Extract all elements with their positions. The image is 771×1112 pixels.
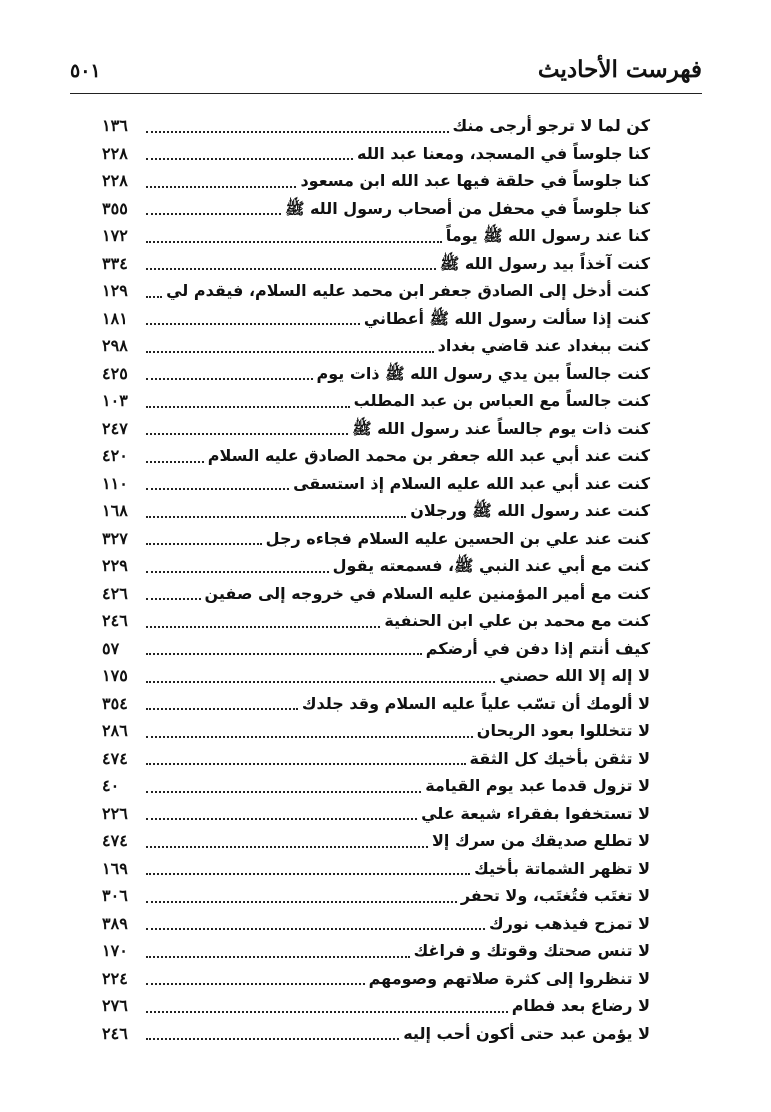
- dot-leader: [146, 543, 262, 545]
- hadith-index-list: [102, 112, 650, 1072]
- dot-leader: [146, 791, 421, 793]
- index-entry: [102, 717, 650, 745]
- dot-leader: [146, 296, 162, 298]
- index-entry: [102, 112, 650, 140]
- index-entry: [102, 965, 650, 993]
- dot-leader: [146, 983, 365, 985]
- entry-page-number: ٢٧٦: [102, 996, 128, 1015]
- entry-text: كنت مع أبي عند النبي ﷺ، فسمعته يقول: [332, 556, 650, 575]
- entry-text: كنا جلوساً في المسجد، ومعنا عبد الله: [357, 143, 650, 163]
- page-header: [70, 56, 702, 92]
- dot-leader: [146, 241, 442, 243]
- dot-leader: [146, 1011, 508, 1013]
- index-entry: [102, 690, 650, 718]
- entry-text: كنا جلوساً في حلقة فيها عبد الله ابن مسعود: [300, 171, 650, 190]
- dot-leader: [146, 571, 329, 573]
- index-entry: [102, 305, 650, 333]
- entry-text: كنت عند علي بن الحسين عليه السلام فجاءه رجل: [265, 528, 650, 548]
- entry-page-number: ٤٢٦: [102, 583, 128, 603]
- index-entry: [102, 167, 650, 195]
- entry-page-number: ٣٠٦: [102, 886, 128, 905]
- entry-page-number: ٥٧: [102, 638, 120, 658]
- entry-page-number: ١٦٨: [102, 501, 128, 520]
- entry-page-number: ٣٥٤: [102, 693, 128, 713]
- entry-page-number: ٢٨٦: [102, 721, 128, 740]
- dot-leader: [146, 1038, 399, 1040]
- entry-text: كنت أدخل إلى الصادق جعفر ابن محمد عليه السلام، فيقدم لي: [166, 281, 650, 300]
- entry-text: لا تتخللوا بعود الريحان: [476, 721, 650, 740]
- dot-leader: [146, 213, 281, 215]
- index-entry: [102, 827, 650, 855]
- entry-page-number: ٣٨٩: [102, 913, 128, 933]
- index-entry: [102, 470, 650, 498]
- entry-text: كن لما لا ترجو أرجى منك: [452, 116, 650, 135]
- entry-page-number: ١٨١: [102, 308, 128, 328]
- entry-page-number: ٤٧٤: [102, 831, 128, 850]
- dot-leader: [146, 708, 298, 710]
- entry-page-number: ٢٢٩: [102, 556, 128, 575]
- index-entry: [102, 745, 650, 773]
- index-entry: [102, 250, 650, 278]
- entry-text: لا تظهر الشماتة بأخيك: [474, 858, 650, 878]
- index-entry: [102, 415, 650, 443]
- entry-page-number: ٢٩٨: [102, 336, 128, 355]
- entry-text: كنت عند أبي عبد الله عليه السلام إذ استسقى: [293, 473, 650, 493]
- index-entry: [102, 800, 650, 828]
- entry-text: كنت عند أبي عبد الله جعفر بن محمد الصادق عليه السلام: [207, 446, 650, 465]
- entry-page-number: ١٧٥: [102, 666, 128, 685]
- dot-leader: [146, 406, 350, 408]
- entry-page-number: ٤٧٤: [102, 748, 128, 768]
- entry-page-number: ٢٢٨: [102, 171, 128, 190]
- entry-text: كنت آخذاً بيد رسول الله ﷺ: [439, 253, 650, 273]
- entry-page-number: ١٧٢: [102, 226, 128, 245]
- index-entry: [102, 552, 650, 580]
- entry-page-number: ٣٣٤: [102, 253, 128, 273]
- dot-leader: [146, 131, 449, 133]
- index-entry: [102, 662, 650, 690]
- dot-leader: [146, 736, 473, 738]
- entry-text: لا تثقن بأخيك كل الثقة: [469, 748, 650, 768]
- entry-page-number: ٣٥٥: [102, 198, 128, 218]
- dot-leader: [146, 653, 422, 655]
- entry-text: كنت مع محمد بن علي ابن الحنفية: [384, 611, 650, 630]
- entry-page-number: ٤٠: [102, 776, 120, 795]
- index-entry: [102, 882, 650, 910]
- entry-text: كيف أنتم إذا دفن في أرضكم: [425, 638, 650, 658]
- entry-page-number: ٤٢٥: [102, 363, 128, 383]
- dot-leader: [146, 516, 406, 518]
- index-entry: [102, 910, 650, 938]
- index-entry: [102, 1020, 650, 1048]
- entry-page-number: ٢٢٤: [102, 968, 128, 988]
- entry-page-number: ٢٢٨: [102, 143, 128, 163]
- entry-page-number: ١٧٠: [102, 941, 128, 960]
- index-entry: [102, 222, 650, 250]
- dot-leader: [146, 186, 296, 188]
- dot-leader: [146, 873, 470, 875]
- index-entry: [102, 360, 650, 388]
- index-entry: [102, 140, 650, 168]
- dot-leader: [146, 956, 410, 958]
- dot-leader: [146, 351, 434, 353]
- entry-page-number: ٣٢٧: [102, 528, 128, 548]
- entry-text: لا تطلع صديقك من سرك إلا: [432, 831, 650, 850]
- dot-leader: [146, 158, 353, 160]
- entry-text: كنت جالساً مع العباس بن عبد المطلب: [353, 391, 650, 410]
- dot-leader: [146, 598, 201, 600]
- dot-leader: [146, 323, 360, 325]
- page-title: فهرست الأحاديث: [537, 56, 702, 83]
- dot-leader: [146, 433, 348, 435]
- index-entry: [102, 635, 650, 663]
- entry-text: لا يؤمن عبد حتى أكون أحب إليه: [403, 1023, 650, 1043]
- index-entry: [102, 442, 650, 470]
- entry-text: كنا جلوساً في محفل من أصحاب رسول الله ﷺ: [285, 198, 650, 218]
- entry-text: كنت إذا سألت رسول الله ﷺ أعطاني: [363, 308, 650, 328]
- entry-text: لا إله إلا الله حصني: [499, 666, 650, 685]
- entry-page-number: ٢٢٦: [102, 803, 128, 823]
- dot-leader: [146, 626, 380, 628]
- entry-text: لا تنظروا إلى كثرة صلاتهم وصومهم: [368, 968, 650, 988]
- entry-text: لا تستخفوا بفقراء شيعة علي: [421, 803, 650, 823]
- entry-text: كنت ذات يوم جالساً عند رسول الله ﷺ: [352, 418, 650, 438]
- dot-leader: [146, 763, 466, 765]
- entry-page-number: ٢٤٦: [102, 611, 128, 630]
- index-entry: [102, 580, 650, 608]
- entry-text: لا تغتَب فتُغتَب، ولا تحفر: [460, 886, 650, 905]
- entry-page-number: ٤٢٠: [102, 446, 128, 465]
- index-entry: [102, 772, 650, 800]
- dot-leader: [146, 461, 204, 463]
- entry-text: كنت ببغداد عند قاضي بغداد: [437, 336, 650, 355]
- index-entry: [102, 277, 650, 305]
- dot-leader: [146, 901, 457, 903]
- header-divider: [70, 93, 702, 94]
- dot-leader: [146, 928, 485, 930]
- entry-text: لا تزول قدما عبد يوم القيامة: [425, 776, 650, 795]
- entry-text: كنت مع أمير المؤمنين عليه السلام في خروجه إلى صفين: [204, 583, 650, 603]
- entry-page-number: ١٢٩: [102, 281, 128, 300]
- dot-leader: [146, 681, 495, 683]
- entry-page-number: ١٣٦: [102, 116, 128, 135]
- entry-text: لا تنس صحتك وقوتك و فراغك: [413, 941, 650, 960]
- index-entry: [102, 607, 650, 635]
- index-entry: [102, 855, 650, 883]
- entry-text: لا تمزح فيذهب نورك: [488, 913, 650, 933]
- entry-text: كنا عند رسول الله ﷺ يوماً: [445, 226, 650, 245]
- dot-leader: [146, 846, 428, 848]
- entry-page-number: ١١٠: [102, 473, 128, 493]
- entry-page-number: ١٦٩: [102, 858, 128, 878]
- dot-leader: [146, 268, 436, 270]
- index-entry: [102, 195, 650, 223]
- entry-page-number: ٢٤٧: [102, 418, 128, 438]
- entry-page-number: ٢٤٦: [102, 1023, 128, 1043]
- index-entry: [102, 525, 650, 553]
- index-entry: [102, 387, 650, 415]
- dot-leader: [146, 488, 289, 490]
- entry-text: لا ألومك أن تسّب علياً عليه السلام وقد جلدك: [301, 693, 650, 713]
- entry-text: كنت جالساً بين يدي رسول الله ﷺ ذات يوم: [316, 363, 650, 383]
- entry-page-number: ١٠٣: [102, 391, 128, 410]
- index-entry: [102, 937, 650, 965]
- entry-text: كنت عند رسول الله ﷺ ورجلان: [410, 501, 650, 520]
- index-entry: [102, 497, 650, 525]
- dot-leader: [146, 378, 313, 380]
- dot-leader: [146, 818, 417, 820]
- index-entry: [102, 992, 650, 1020]
- page-number: ٥٠١: [70, 60, 101, 82]
- entry-text: لا رضاع بعد فطام: [511, 996, 650, 1015]
- index-entry: [102, 332, 650, 360]
